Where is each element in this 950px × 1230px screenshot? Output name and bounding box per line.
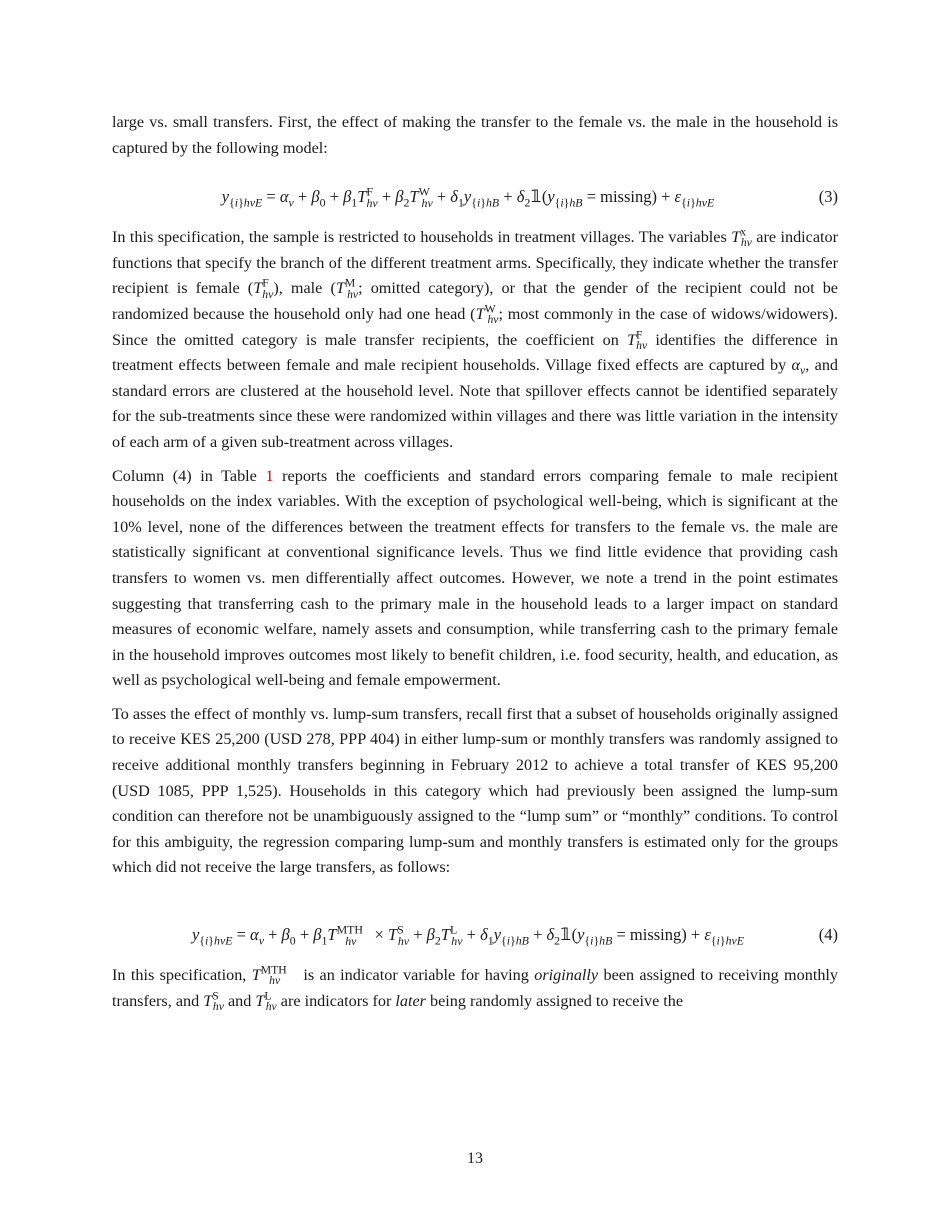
equation-number: (3) (818, 187, 838, 207)
paragraph-text: large vs. small transfers. First, the effect of making the transfer to the female vs. the male in the household is captured by the following model: (112, 113, 838, 157)
equation-text: missing (600, 187, 652, 207)
paragraph-intro (112, 110, 838, 161)
page-number: 13 (467, 1150, 483, 1167)
paragraph-monthly-spec: In this specification, $T^{MTH}_{hv}$ is an indicator variable for having originally been assigned to receiving monthly transfers, and $T^S_{hv}$ and $T^L_{hv}$ are indicators for later being randomly assigned to receive the (112, 963, 839, 1013)
paragraph-results: Column (4) in Table 1 reports the coefficients and standard errors comparing female to male recipient households on the index variables. With the exception of psychological well-being, which is significant at the 10% level, none of the differences between the treatment effects for transfers to the female vs. the male are statistically significant at conventional significance levels. Thus we find little evidence that providing cash transfers to women vs. men differentially affect outcomes. However, we note a trend in the point estimates suggesting that transferring cash to the primary male in the household leads to a larger impact on standard measures of economic welfare, namely assets and consumption, while transferring cash to the primary female in the household improves outcomes most likely to benefit children, i.e. food security, health, and education, as well as psychological well-being and female empowerment. (112, 466, 838, 690)
equation-4 (112, 907, 838, 963)
equation-3 (112, 169, 838, 225)
equation-4-body: $y_{\{i\}hvE} = \alpha_v + \beta_0 + \beta_1T^{MTH}_{hv} \times T^S_{hv} + \beta_2T^L_{hv} + \delta_1y_{\{i\}hB}$ + $\delta_2𝟙(y_{\{i\}hB} = missing) + \varepsilon_{\{i\}hvE}$ (191, 922, 745, 948)
paragraph-monthly: To asses the effect of monthly vs. lump-sum transfers, recall first that a subset of households originally assigned to receive KES 25,200 (USD 278, PPP 404) in either lump-sum or monthly transfers was randomly assigned to receive additional monthly transfers beginning in February 2012 to achieve a total transfer of KES 95,200 (USD 1085, PPP 1,525). Households in this category which had previously been assigned the lump-sum condition can therefore not be unambiguously assigned to the “lump sum” or “monthly” conditions. To control for this ambiguity, the regression comparing lump-sum and monthly transfers is estimated only for the groups which did not receive the large transfers, as follows: (112, 704, 838, 877)
equation-number: (4) (818, 925, 838, 945)
equation-3-body: $y_{\{i\}hvE} = \alpha_v + \beta_0 + \beta_1T^F_{hv} + \beta_2T^W_{hv} + \delta_1y_{\{i\}hB}$ + $\delta_2𝟙(y_{\{i\}hB} = missing) + \varepsilon_{\{i\}hvE}$ (221, 184, 715, 210)
page-body (112, 110, 838, 1022)
table-reference-link[interactable]: 1 (265, 466, 274, 485)
paragraph-specification: In this specification, the sample is restricted to households in treatment villages. The variables $T^x_{hv}$ are indicator functions that specify the branch of the different treatment arms. Specifically, they indicate whether the transfer recipient is female $(T^F_{hv})$, male ($T^M_{hv}$; omitted category), or that the gender of the recipient could not be randomized because the household only had one head ($T^W_{hv}$; most commonly in the case of widows/widowers). Since the omitted category is male transfer recipients, the coefficient on $T^F_{hv}$ identifies the difference in treatment effects between female and male recipient households. Village fixed effects are captured by $\alpha_v$, and standard errors are clustered at the household level. Note that spillover effects cannot be identified separately for the sub-treatments since these were randomized within villages and there was little variation in the intensity of each arm of a given sub-treatment across villages. (112, 225, 839, 451)
